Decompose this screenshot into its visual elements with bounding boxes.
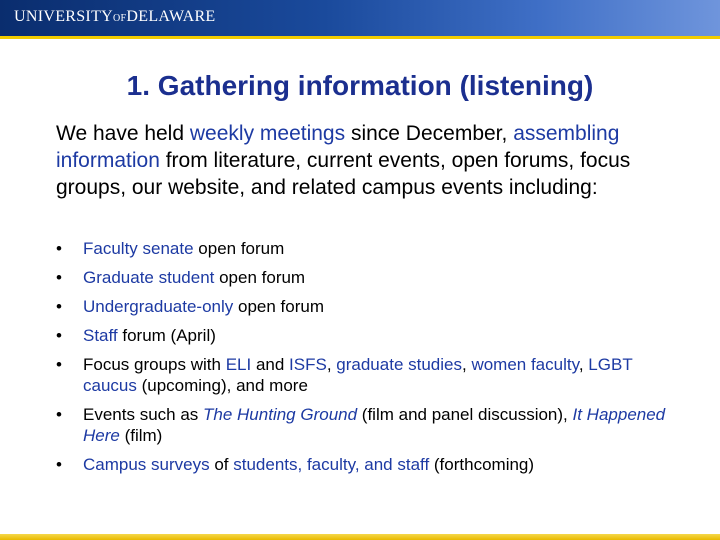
item-text: open forum xyxy=(233,297,324,316)
item-highlight: students, faculty, and staff xyxy=(233,455,430,474)
logo-text-delaware: DELAWARE xyxy=(126,8,216,25)
item-title-italic: The Hunting Ground xyxy=(203,405,358,424)
header-bar xyxy=(0,0,720,36)
list-item xyxy=(56,267,686,288)
list-item xyxy=(56,325,686,346)
list-item xyxy=(56,296,686,317)
item-text: (upcoming), and more xyxy=(136,376,308,395)
item-highlight: graduate studies xyxy=(336,355,462,374)
intro-text: We have held xyxy=(56,122,190,145)
item-text: (film and panel discussion), xyxy=(357,405,573,424)
item-text: open forum xyxy=(193,239,285,258)
intro-text: from literature, current events, open forums, focus groups, our website, and related campus events including: xyxy=(56,149,631,199)
item-highlight: Graduate student xyxy=(83,268,215,287)
item-text: (forthcoming) xyxy=(429,455,535,474)
item-text: , xyxy=(326,355,337,374)
university-logo xyxy=(14,8,216,26)
item-text: and xyxy=(251,355,290,374)
footer-gold-rule xyxy=(0,534,720,540)
item-text: , xyxy=(578,355,589,374)
header-gold-rule xyxy=(0,36,720,39)
item-highlight: ELI xyxy=(225,355,252,374)
list-item xyxy=(56,238,686,259)
item-highlight: women faculty xyxy=(471,355,579,374)
item-highlight: LGBT caucus xyxy=(83,355,633,395)
item-highlight: ISFS xyxy=(289,355,327,374)
list-item xyxy=(56,354,686,396)
item-highlight: Faculty senate xyxy=(83,239,194,258)
logo-text-university: UNIVERSITY xyxy=(14,8,113,25)
intro-highlight: assembling information xyxy=(56,122,620,172)
intro-highlight: weekly meetings xyxy=(189,122,346,145)
item-highlight: Campus surveys xyxy=(83,455,210,474)
item-text: of xyxy=(209,455,234,474)
item-text: , xyxy=(461,355,472,374)
logo-text-of: OF xyxy=(113,13,127,24)
list-item xyxy=(56,454,686,475)
item-text: Focus groups with xyxy=(83,355,226,374)
item-highlight: Staff xyxy=(83,326,118,345)
intro-paragraph xyxy=(56,120,676,201)
item-title-italic: It xyxy=(572,405,582,424)
event-list xyxy=(56,238,686,483)
list-item xyxy=(56,404,686,446)
intro-text: since December, xyxy=(345,122,514,145)
item-text: forum (April) xyxy=(117,326,216,345)
item-text: Events such as xyxy=(83,405,204,424)
slide-title: 1. Gathering information (listening) xyxy=(126,70,594,101)
item-text: open forum xyxy=(214,268,306,287)
item-text: (film) xyxy=(119,426,163,445)
item-title-italic: Happened Here xyxy=(83,405,666,445)
item-highlight: Undergraduate-only xyxy=(83,297,234,316)
